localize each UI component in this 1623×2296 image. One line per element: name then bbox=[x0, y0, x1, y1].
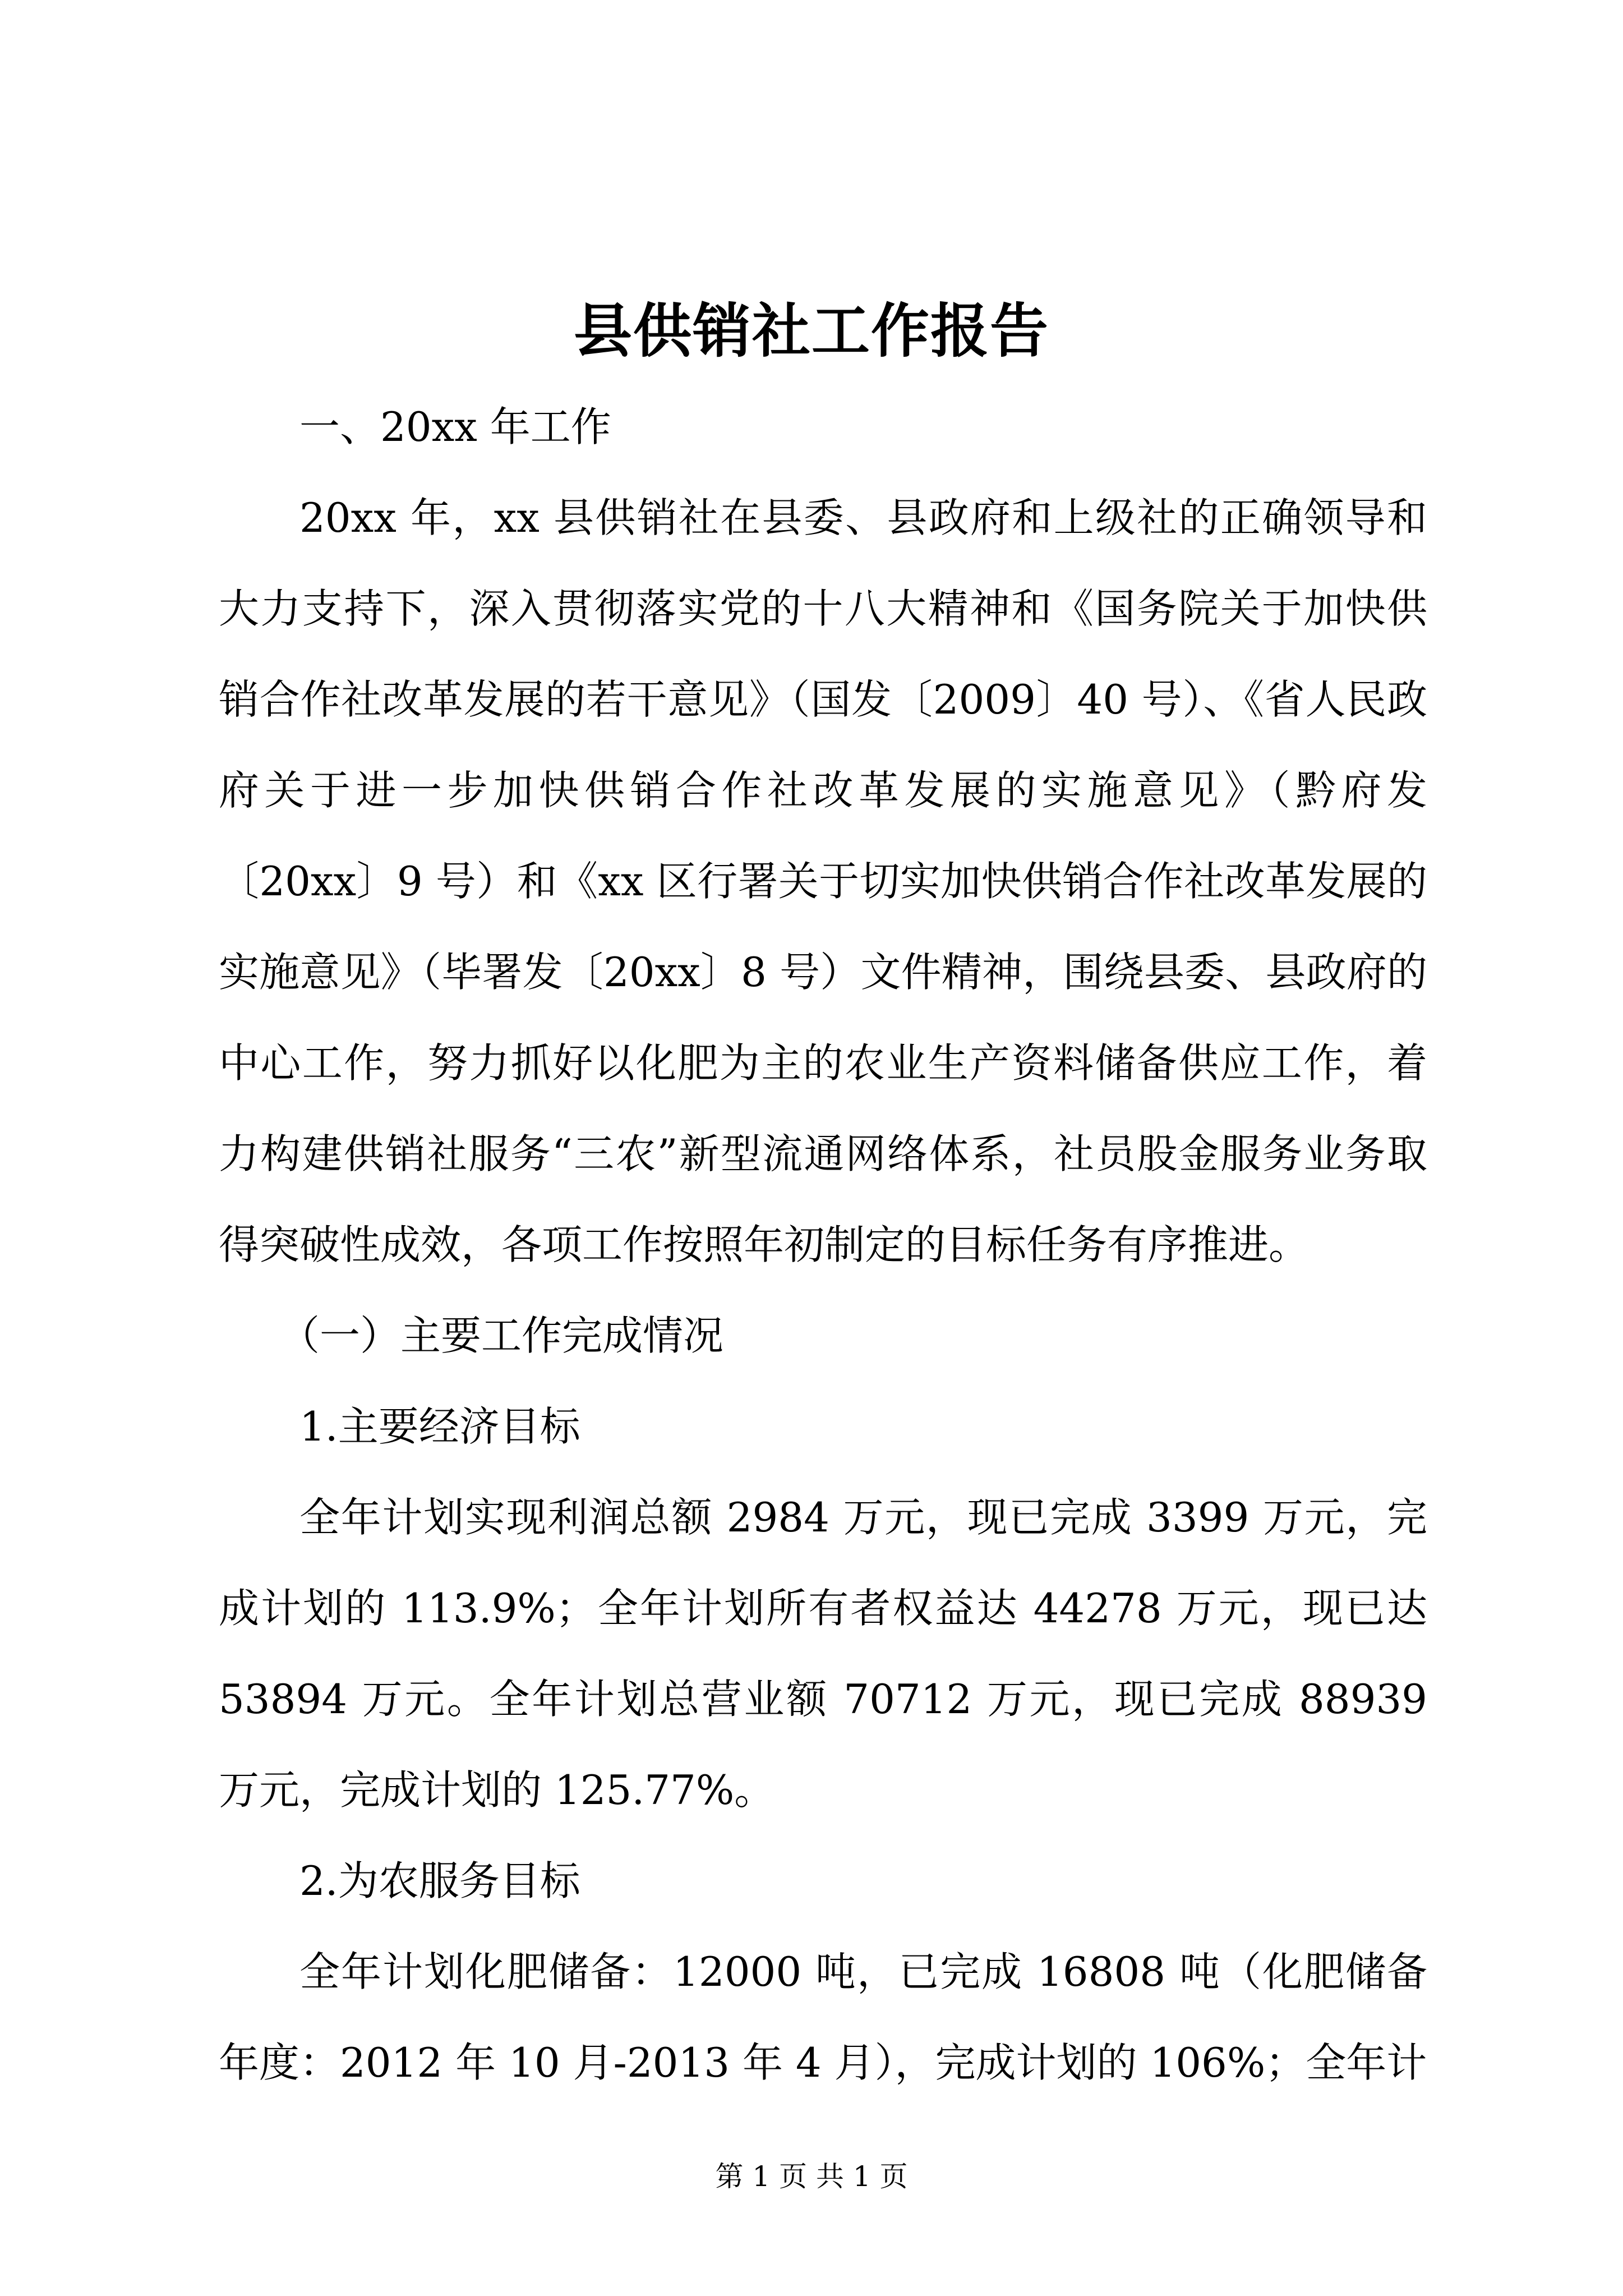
item-heading-1: 1.主要经济目标 bbox=[299, 1403, 580, 1450]
document-title: 县供销社工作报告 bbox=[573, 296, 1049, 365]
paragraph-3: 全年计划化肥储备：12000 吨，已完成 16808 吨（化肥储备年度：2012 年 10 月-2013 年 4 月），完成计划的 106%；全年计 bbox=[219, 1948, 1427, 2086]
item-heading-2: 2.为农服务目标 bbox=[299, 1857, 580, 1904]
paragraph-2: 全年计划实现利润总额 2984 万元，现已完成 3399 万元，完成计划的 113.9%；全年计划所有者权益达 44278 万元，现已达 53894 万元。全年计划总营业额 70712 万元，现已完成 88939 万元，完成计划的 125.77%。 bbox=[219, 1494, 1427, 1814]
paragraph-1: 20xx 年，xx 县供销社在县委、县政府和上级社的正确领导和大力支持下，深入贯彻落实党的十八大精神和《国务院关于加快供销合作社改革发展的若干意见》（国发〔2009〕40 号）、《省人民政府关于进一步加快供销合作社改革发展的实施意见》（黔府发〔20xx〕9 号）和《xx 区行署关于切实加快供销合作社改革发展的实施意见》（毕署发〔20xx〕8 号）文件精神，围绕县委、县政府的中心工作，努力抓好以化肥为主的农业生产资料储备供应工作，着力构建供销社服务“三农”新型流通网络体系，社员股金服务业务取得突破性成效，各项工作按照年初制定的目标任务有序推进。 bbox=[219, 494, 1427, 1268]
page-footer: 第 1 页 共 1 页 bbox=[715, 2160, 908, 2193]
document-body bbox=[219, 381, 1427, 2108]
subsection-heading-1: （一）主要工作完成情况 bbox=[279, 1312, 724, 1359]
section-heading-1: 一、20xx 年工作 bbox=[299, 403, 611, 450]
